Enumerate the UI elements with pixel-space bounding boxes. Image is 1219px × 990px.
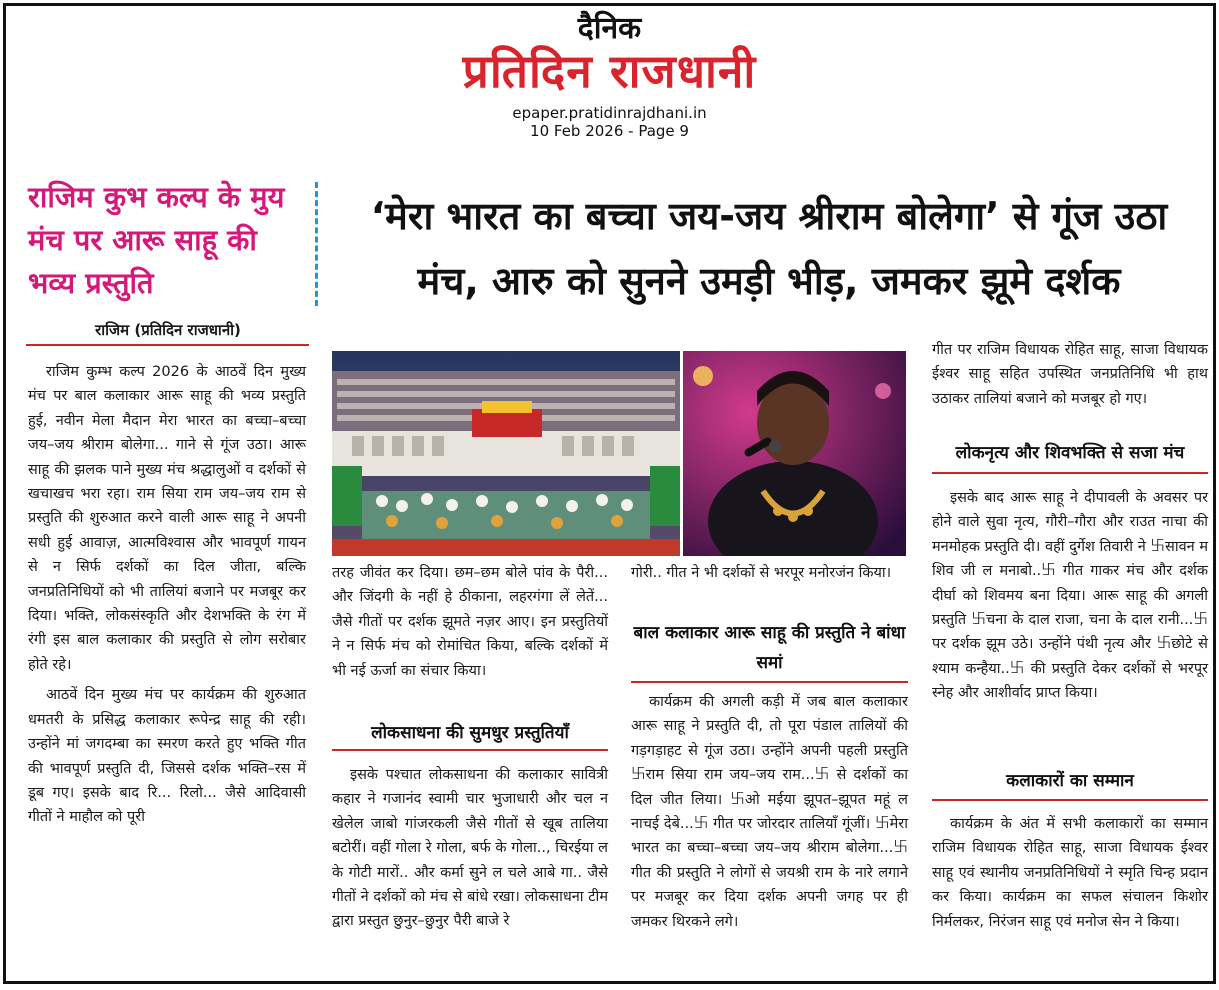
vertical-divider	[315, 182, 318, 306]
col4-body-top	[932, 338, 1208, 417]
col4-body-middle	[932, 486, 1208, 712]
col4-paragraph-3: कार्यक्रम के अंत में सभी कलाकारों का सम्मान राजिम विधायक रोहित साहू, साजा विधायक ईश्वर साहू एवं स्थानीय जनप्रतिनिधियों ने स्मृति चिन्ह प्रदान कर किया। कार्यक्रम का सफल संचालन किशोर निर्मलकर, निरंजन साहू एवं मनोज सेन ने किया।	[932, 816, 1208, 930]
left-story-headline: राजिम कुभ कल्प के मुय मंच पर आरू साहू की भव्य प्रस्तुति	[28, 180, 285, 300]
masthead	[6, 12, 1213, 140]
date-page: 10 Feb 2026 - Page 9	[530, 122, 689, 140]
crowd-illustration	[332, 351, 680, 556]
col3-rule	[631, 681, 908, 683]
col2-paragraph-2: इसके पश्चात लोकसाधना की कलाकार सावित्री कहार ने गजानंद स्वामी चार भुजाधारी और चल न खेलेल जाबो गांजरकली जैसे गीतों से खूब तालिया बटोरीं। वहीं गोला रे गोला, बर्फ के गोला.., चिरईया ल के गोटी मारों.. और कर्मा सुने ल चले आबे गा.. जैसे गीतों ने दर्शकों को मंच से बांधे रखा। लोकसाधना टीम द्वारा प्रस्तुत छुनुर–छुनुर पैरी बाजे रे	[332, 767, 608, 930]
col2-body-top	[332, 561, 608, 689]
crowd-photo	[332, 351, 680, 556]
col4-subhead-1: लोकनृत्य और शिवभक्ति से सजा मंच	[955, 443, 1185, 463]
col4-rule-2	[932, 799, 1208, 801]
col4-paragraph-2: इसके बाद आरू साहू ने दीपावली के अवसर पर होने वाले सुवा नृत्य, गौरी–गौरा और राउत नाचा की मनमोहक प्रस्तुति दी। वहीं दुर्गेश तिवारी ने ࿕सावन म शिव जी ल मनाबो..࿕ गीत गाकर मंच और दर्शक दीर्घा को शिवमय बना दिया। आरू साहू की अगली प्रस्तुति ࿕चना के दाल राजा, चना के दाल रानी...࿕ पर दर्शक झूम उठे। उन्होंने पंथी नृत्य और ࿕छोटे से श्याम कन्हैया..࿕ की प्रस्तुति देकर दर्शकों से भरपूर स्नेह और आशीर्वाद प्राप्त किया।	[932, 490, 1208, 702]
col4-subhead-2: कलाकारों का सम्मान	[1006, 771, 1134, 791]
dateline: राजिम (प्रतिदिन राजधानी)	[95, 321, 241, 339]
masthead-brand: प्रतिदिन राजधानी	[462, 44, 757, 98]
col3-body-top	[631, 561, 908, 591]
col2-paragraph-1: तरह जीवंत कर दिया। छम–छम बोले पांव के पैरी... और जिंदगी के नहीं हे ठीकाना, लहरगंगा लें लेतें... जैसे गीतों पर दर्शक झूमते नज़र आए। इन प्रस्तुतियों ने न सिर्फ मंच को रोमांचित किया, बल्कि दर्शकों में भी नई ऊर्जा का संचार किया।	[332, 565, 608, 679]
singer-photo	[683, 351, 906, 556]
col4-paragraph-1: गीत पर राजिम विधायक रोहित साहू, साजा विधायक ईश्वर साहू सहित उपस्थित जनप्रतिनिधि भी हाथ उठाकर तालियां बजाने को मजबूर हो गए।	[932, 342, 1208, 407]
col4-rule-1	[932, 472, 1208, 474]
left-story-body	[28, 360, 306, 836]
left-paragraph-2: आठवें दिन मुख्य मंच पर कार्यक्रम की शुरुआत धमतरी के प्रसिद्ध कलाकार रूपेन्द्र साहू की रही। उन्होंने मां जगदम्बा का स्मरण करते हुए भक्ति गीत की भावपूर्ण प्रस्तुति दी, जिससे दर्शक भक्ति–रस में डूब गए। इसके बाद रि... रिलो... जैसे आदिवासी गीतों ने माहौल को पूरी	[28, 687, 306, 826]
col4-body-bottom	[932, 812, 1208, 940]
left-rule	[26, 344, 309, 346]
col2-body-bottom	[332, 763, 608, 940]
masthead-sub: दैनिक	[577, 11, 642, 46]
col2-rule	[332, 749, 608, 751]
col3-paragraph-1: गोरी.. गीत ने भी दर्शकों से भरपूर मनोरजंन किया।	[631, 565, 892, 581]
main-headline: ‘मेरा भारत का बच्चा जय-जय श्रीराम बोलेगा’ से गूंज उठा मंच, आरु को सुनने उमड़ी भीड़, जमकर झूमे दर्शक	[370, 194, 1168, 303]
newspaper-page	[3, 3, 1216, 984]
col2-subhead: लोकसाधना की सुमधुर प्रस्तुतियाँ	[371, 723, 569, 743]
singer-illustration	[683, 351, 906, 556]
col3-paragraph-2: कार्यक्रम की अगली कड़ी में जब बाल कलाकार आरू साहू ने प्रस्तुति दी, तो पूरा पंडाल तालियों की गड़गड़ाहट से गूंज उठा। उन्होंने अपनी पहली प्रस्तुति ࿕राम सिया राम जय–जय राम...࿕ से दर्शकों का दिल जीत लिया। ࿕ओ मईया झूपत–झूपत महूं ल नाचई देबे...࿕ गीत पर जोरदार तालियाँ गूंजीं। ࿕मेरा भारत का बच्चा–बच्चा जय–जय श्रीराम बोलेगा...࿕ गीत की प्रस्तुति ने लोगों से जयश्री राम के नारे लगाने पर मजबूर कर दिया दर्शक अपनी जगह पर ही जमकर थिरकने लगे।	[631, 694, 908, 930]
col3-subhead: बाल कलाकार आरू साहू की प्रस्तुति ने बांधा समां	[633, 623, 906, 673]
col3-body-bottom	[631, 690, 908, 940]
epaper-url[interactable]: epaper.pratidinrajdhani.in	[512, 104, 707, 122]
left-paragraph-1: राजिम कुम्भ कल्प 2026 के आठवें दिन मुख्य मंच पर बाल कलाकार आरू साहू की भव्य प्रस्तुति हुई, नवीन मेला मैदान मेरा भारत का बच्चा–बच्चा जय–जय श्रीराम बोलेगा... गाने से गूंज उठा। आरू साहू की झलक पाने मुख्य मंच श्रद्धालुओं व दर्शकों से खचाखच भरा रहा। राम सिया राम जय–जय राम से प्रस्तुति की शुरुआत करने वाली आरू साहू ने अपनी सधी हुई आवाज़, आत्मविश्वास और भावपूर्ण गायन से न सिर्फ दर्शकों का दिल जीता, बल्कि जनप्रतिनिधियों को भी तालियां बजाने पर मजबूर कर दिया। भक्ति, लोकसंस्कृति और देशभक्ति के रंग में रंगी इस बाल कलाकार की प्रस्तुति से लोग सरोबार होते रहे।	[28, 364, 306, 673]
